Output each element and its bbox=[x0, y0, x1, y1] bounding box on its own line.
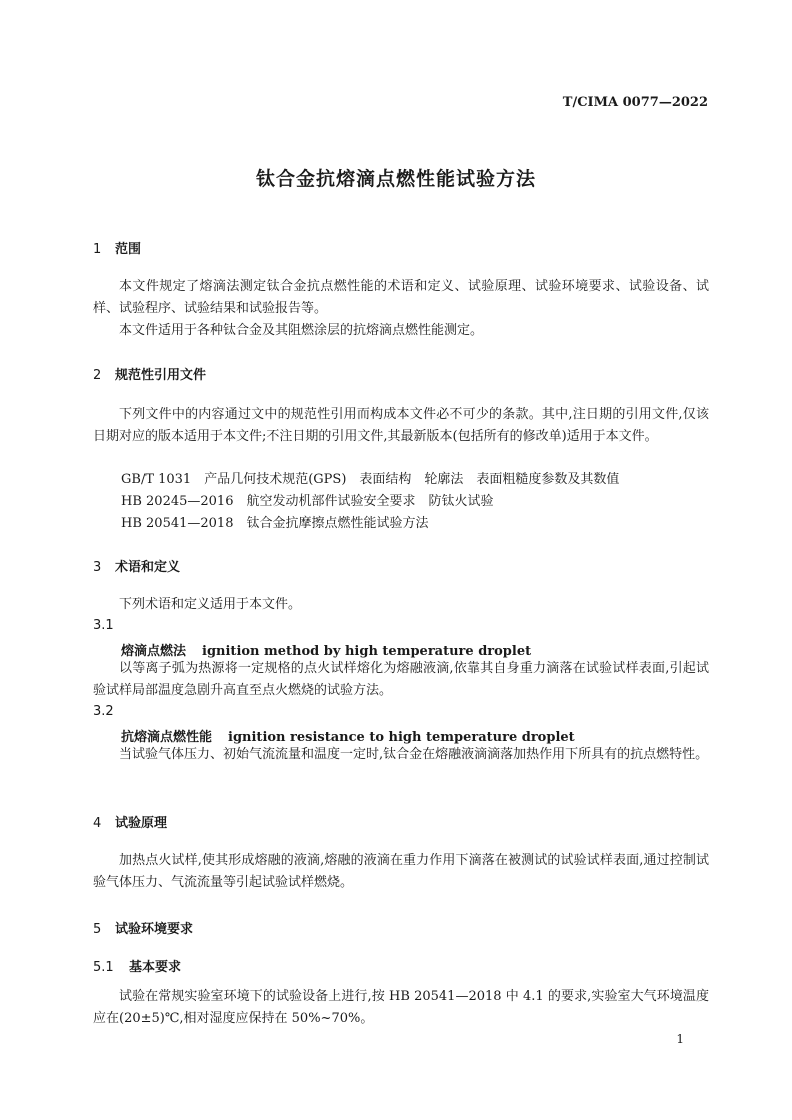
scope-paragraph-2: 本文件适用于各种钛合金及其阻燃涂层的抗熔滴点燃性能测定。 bbox=[119, 323, 484, 338]
scope-paragraph-1: 本文件规定了熔滴法测定钛合金抗点燃性能的术语和定义、试验原理、试验环境要求、试验设备、试样、试验程序、试验结果和试验报告等。 bbox=[93, 279, 709, 316]
page-number: 1 bbox=[676, 1032, 684, 1046]
term-entry bbox=[121, 726, 575, 745]
term-chinese: 抗熔滴点燃性能 bbox=[121, 730, 213, 745]
terms-intro-paragraph: 下列术语和定义适用于本文件。 bbox=[119, 597, 302, 612]
section-number: 1 bbox=[93, 242, 102, 257]
term-entry bbox=[121, 640, 531, 659]
section-number: 2 bbox=[93, 368, 102, 383]
term-definition: 当试验气体压力、初始气流流量和温度一定时,钛合金在熔融液滴滴落加热作用下所具有的抗点燃特性。 bbox=[119, 747, 709, 762]
section-heading-2 bbox=[93, 364, 206, 383]
test-principle-paragraph: 加热点火试样,使其形成熔融的液滴,熔融的液滴在重力作用下滴落在被测试的试验试样表面,通过控制试验气体压力、气流流量等引起试验试样燃烧。 bbox=[93, 853, 709, 890]
section-number: 3 bbox=[93, 560, 102, 575]
section-heading-5 bbox=[93, 918, 193, 937]
section-heading-3 bbox=[93, 556, 180, 575]
term-number: 3.2 bbox=[93, 704, 114, 719]
term-english: ignition resistance to high temperature droplet bbox=[228, 730, 575, 745]
section-number: 4 bbox=[93, 816, 102, 831]
section-title: 术语和定义 bbox=[115, 560, 181, 575]
term-english: ignition method by high temperature droplet bbox=[202, 644, 532, 659]
section-number: 5.1 bbox=[93, 960, 114, 975]
section-title: 试验环境要求 bbox=[115, 922, 194, 937]
subsection-heading-5-1 bbox=[93, 956, 181, 975]
section-title: 范围 bbox=[115, 242, 142, 257]
term-number: 3.1 bbox=[93, 618, 114, 633]
reference-item: GB/T 1031 产品几何技术规范(GPS) 表面结构 轮廓法 表面粗糙度参数及其数值 bbox=[121, 472, 620, 487]
document-title: 钛合金抗熔滴点燃性能试验方法 bbox=[255, 168, 536, 190]
section-title: 试验原理 bbox=[115, 816, 168, 831]
basic-requirements-paragraph: 试验在常规实验室环境下的试验设备上进行,按 HB 20541—2018 中 4.1 的要求,实验室大气环境温度应在(20±5)℃,相对湿度应保持在 50%~70%。 bbox=[93, 989, 709, 1026]
section-title: 规范性引用文件 bbox=[115, 368, 207, 383]
section-title: 基本要求 bbox=[129, 960, 182, 975]
section-number: 5 bbox=[93, 922, 102, 937]
section-heading-1 bbox=[93, 238, 141, 257]
term-definition: 以等离子弧为热源将一定规格的点火试样熔化为熔融液滴,依靠其自身重力滴落在试验试样表面,引起试验试样局部温度急剧升高直至点火燃烧的试验方法。 bbox=[93, 661, 709, 698]
term-chinese: 熔滴点燃法 bbox=[121, 644, 187, 659]
reference-item: HB 20245—2016 航空发动机部件试验安全要求 防钛火试验 bbox=[121, 494, 494, 509]
reference-item: HB 20541—2018 钛合金抗摩擦点燃性能试验方法 bbox=[121, 516, 429, 531]
normative-references-paragraph: 下列文件中的内容通过文中的规范性引用而构成本文件必不可少的条款。其中,注日期的引用文件,仅该日期对应的版本适用于本文件;不注日期的引用文件,其最新版本(包括所有的修改单)适用于本文件。 bbox=[93, 407, 709, 444]
document-code: T/CIMA 0077—2022 bbox=[562, 95, 708, 110]
section-heading-4 bbox=[93, 812, 167, 831]
